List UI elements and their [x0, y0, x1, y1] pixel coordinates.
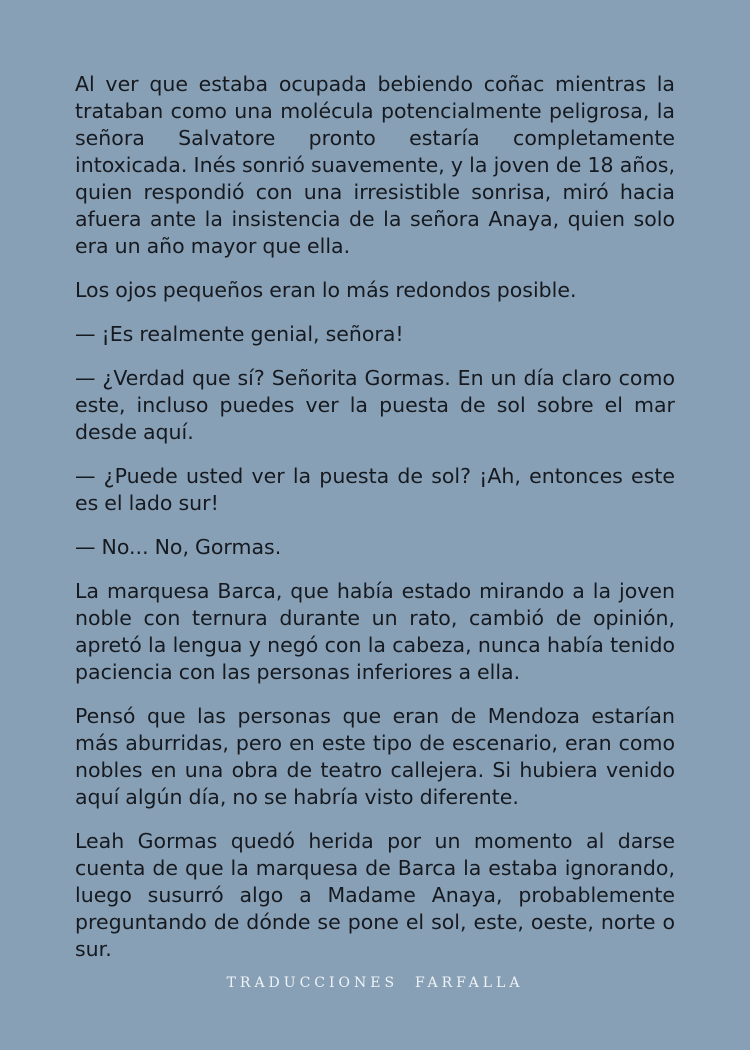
dialogue-line-1: — ¡Es realmente genial, señora! [75, 322, 404, 346]
dialogue-line-4: — No... No, Gormas. [75, 535, 282, 559]
paragraph-1: Al ver que estaba ocupada bebiendo coñac mientras la trataban como una molécula potencialmente peligrosa, la señora Salvatore pronto estaría completamente intoxicada. Inés sonrió suavemente, y la joven de 18 años, quien respondió con una irresistible sonrisa, miró hacia afuera ante la insistencia de la señora Anaya, quien solo era un año mayor que ella. [75, 72, 675, 258]
dialogue-line-2: — ¿Verdad que sí? Señorita Gormas. En un día claro como este, incluso puedes ver la puesta de sol sobre el mar desde aquí. [75, 366, 675, 444]
dialogue-line-3: — ¿Puede usted ver la puesta de sol? ¡Ah, entonces este es el lado sur! [75, 464, 675, 515]
footer-credit: TRADUCCIONES FARFALLA [226, 975, 524, 991]
paragraph-9: Leah Gormas quedó herida por un momento al darse cuenta de que la marquesa de Barca la estaba ignorando, luego susurró algo a Madame Anaya, probablemente preguntando de dónde se pone el sol, este, oeste, norte o sur. [75, 829, 675, 961]
paragraph-7: La marquesa Barca, que había estado mirando a la joven noble con ternura durante un rato, cambió de opinión, apretó la lengua y negó con la cabeza, nunca había tenido paciencia con las personas inferiores a ella. [75, 579, 675, 684]
page-body [75, 71, 675, 980]
paragraph-2: Los ojos pequeños eran lo más redondos posible. [75, 278, 577, 302]
paragraph-8: Pensó que las personas que eran de Mendoza estarían más aburridas, pero en este tipo de escenario, eran como nobles en una obra de teatro callejera. Si hubiera venido aquí algún día, no se habría visto diferente. [75, 704, 675, 809]
